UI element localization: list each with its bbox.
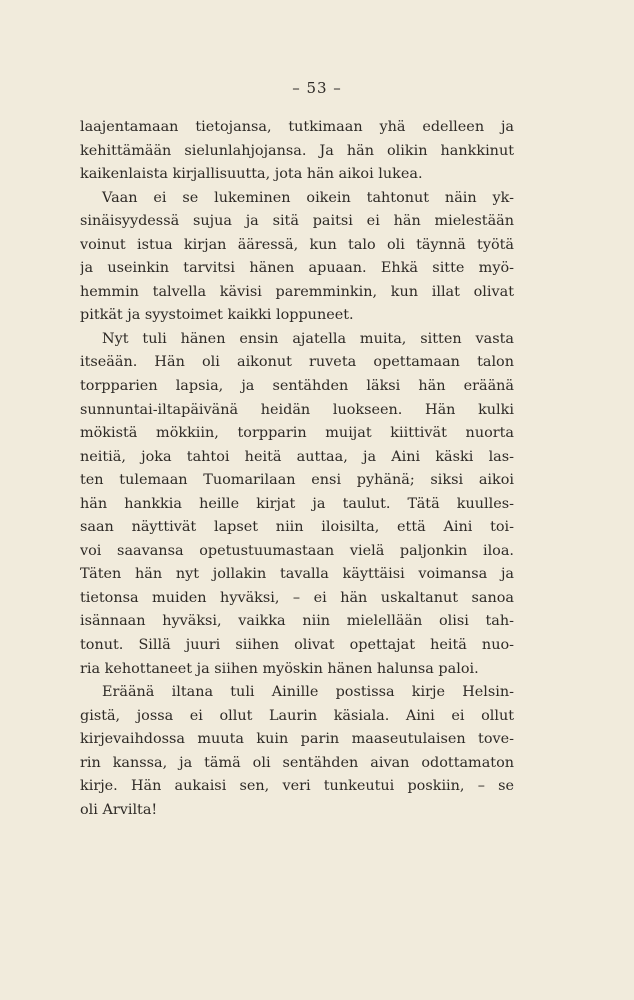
page-number: – 53 – — [292, 79, 342, 97]
text-line: isännaan hyväksi, vaikka niin mielellään olisi tah- — [80, 613, 514, 630]
text-line: gistä, jossa ei ollut Laurin käsiala. Aini ei ollut — [80, 707, 514, 724]
text-line: oli Arvilta! — [80, 801, 158, 818]
text-line: tietonsa muiden hyväksi, – ei hän uskaltanut sanoa — [80, 589, 514, 606]
text-line: kirje. Hän aukaisi sen, veri tunkeutui poskiin, – se — [80, 778, 514, 795]
text-line: sunnuntai-iltapäivänä heidän luokseen. Hän kulki — [80, 401, 514, 418]
text-line: torpparien lapsia, ja sentähden läksi hän eräänä — [80, 378, 514, 395]
text-line: mökistä mökkiin, torpparin muijat kiittivät nuorta — [80, 425, 514, 442]
text-line: hemmin talvella kävisi paremminkin, kun illat olivat — [80, 283, 514, 300]
text-line: neitiä, joka tahtoi heitä auttaa, ja Aini käski las- — [80, 448, 514, 465]
text-line: rin kanssa, ja tämä oli sentähden aivan odottamaton — [80, 754, 514, 771]
text-line: kirjevaihdossa muuta kuin parin maaseutulaisen tove- — [80, 731, 514, 748]
text-line: ten tulemaan Tuomarilaan ensi pyhänä; siksi aikoi — [80, 472, 514, 489]
text-line: itseään. Hän oli aikonut ruveta opettamaan talon — [80, 354, 514, 371]
text-line: ja useinkin tarvitsi hänen apuaan. Ehkä sitte myö- — [80, 260, 514, 277]
text-line: Eräänä iltana tuli Ainille postissa kirje Helsin- — [102, 684, 514, 701]
text-line: hän hankkia heille kirjat ja taulut. Tätä kuulles- — [80, 495, 514, 512]
text-line: sinäisyydessä sujua ja sitä paitsi ei hän mielestään — [80, 213, 514, 230]
text-line: laajentamaan tietojansa, tutkimaan yhä edelleen ja — [80, 119, 514, 135]
text-line: pitkät ja syystoimet kaikki loppuneet. — [80, 307, 354, 324]
text-line: Täten hän nyt jollakin tavalla käyttäisi voimansa ja — [80, 566, 514, 583]
text-line: ria kehottaneet ja siihen myöskin hänen halunsa paloi. — [80, 660, 479, 677]
text-line: voi saavansa opetustuumastaan vielä paljonkin iloa. — [80, 542, 514, 559]
text-line: Vaan ei se lukeminen oikein tahtonut näin yk- — [102, 189, 514, 206]
body-text — [80, 116, 514, 822]
text-line: tonut. Sillä juuri siihen olivat opettajat heitä nuo- — [80, 637, 514, 654]
text-line: kehittämään sielunlahjojansa. Ja hän olikin hankkinut — [80, 142, 514, 159]
text-line: saan näyttivät lapset niin iloisilta, että Aini toi- — [80, 519, 514, 536]
text-line: Nyt tuli hänen ensin ajatella muita, sitten vasta — [102, 330, 514, 347]
text-line: voinut istua kirjan ääressä, kun talo oli täynnä työtä — [80, 236, 514, 253]
text-line: kaikenlaista kirjallisuutta, jota hän aikoi lukea. — [80, 166, 423, 183]
